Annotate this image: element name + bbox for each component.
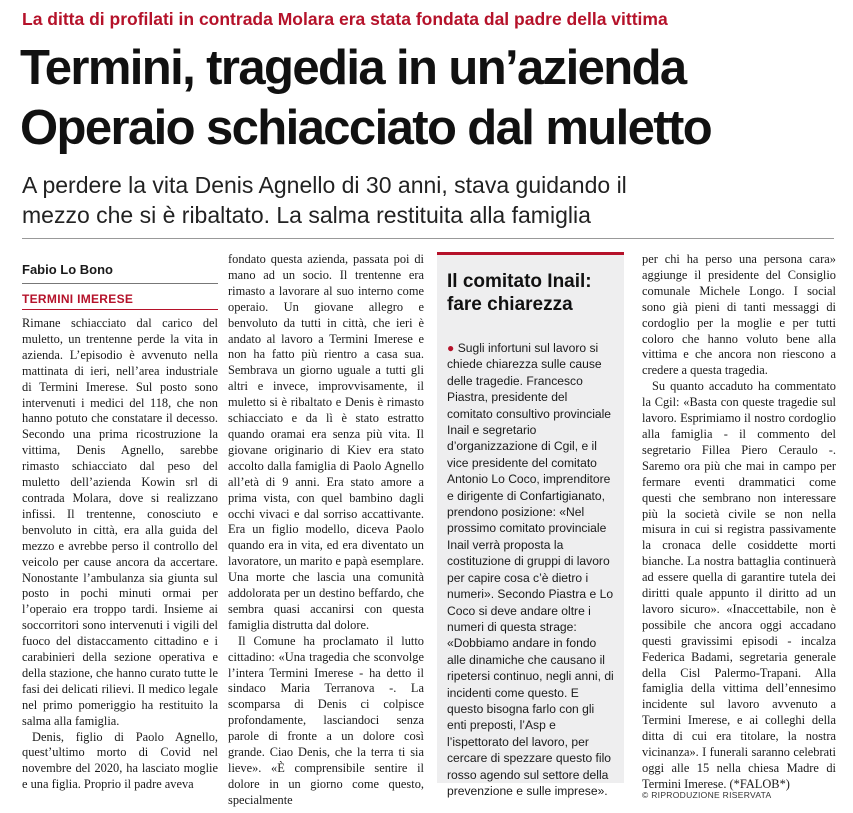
article-column-4 <box>642 252 836 793</box>
sidebar-text: Sugli infortuni sul lavoro si chiede chiarezza sulle cause delle tragedie. Francesco Piastra, presidente del comitato consultivo provinciale Inail e segretario d’organizzazione di Cgil, e il vice presidente del comitato Antonio Lo Coco, imprenditore e dirigente di Confartigianato, prendono posizione: «Nel prossimo comitato provinciale Inail verrà proposta la costituzione di gruppi di lavoro per capire cosa c’è dietro i numeri». Secondo Piastra e Lo Coco si deve andare oltre i numeri di questa strage: «Dobbiamo andare in fondo alle dinamiche che causano il ripetersi continuo, negli anni, di incidenti come questo. E questo bisogna farlo con gli enti preposti, l’Asp e l’ispettorato del lavoro, per cercare di spezzare questo filo rosso agendo sul settore della prevenzione e sulle imprese». <box>447 341 614 798</box>
sidebar-body <box>447 340 615 799</box>
headline <box>20 38 840 158</box>
headline-line-2: Operaio schiacciato dal muletto <box>20 101 712 155</box>
dateline-divider <box>22 309 218 310</box>
subheadline-line-2: mezzo che si è ribaltato. La salma restituita alla famiglia <box>22 202 591 228</box>
sidebar-title: Il comitato Inail: fare chiarezza <box>447 271 592 315</box>
bullet-icon: ● <box>447 341 455 355</box>
article-paragraph-1: Rimane schiacciato dal carico del muletto, un trentenne perde la vita in azienda. L’episodio è avvenuto nella mattinata di ieri, nell’area industriale di Termini Imerese. Sul posto sono intervenuti i medici del 118, che non hanno potuto che constatare il decesso. Secondo una prima ricostruzione la vittima, Denis Agnello, sarebbe rimasto schiacciato dal peso del muletto dell’azienda Kowin srl di contrada Molara, dove si realizzano infissi. Il trentenne, conosciuto e benvoluto in città, era alla guida del mezzo e avrebbe perso il controllo del veicolo per cause ancora da accertare. Nonostante l’ambulanza sia giunta sul posto in pochi minuti ormai per l’operaio era troppo tardi. Insieme ai soccorritori sono intervenuti i vigili del fuoco del distaccamento cittadino e i carabinieri della sezione operativa e della stazione, che hanno curato tutte le fasi dei delicati rilievi. Il medico legale nel primo pomeriggio ha restituito la salma alla famiglia. <box>22 316 218 728</box>
header-divider <box>22 238 834 239</box>
copyright-notice: © RIPRODUZIONE RISERVATA <box>642 790 772 800</box>
byline-divider <box>22 283 218 284</box>
article-column-1 <box>22 316 218 793</box>
kicker: La ditta di profilati in contrada Molara era stata fondata dal padre della vittima <box>22 9 668 29</box>
dateline-place: TERMINI IMERESE <box>22 292 134 306</box>
article-paragraph-3-start: Il Comune ha proclamato il lutto cittadino: «Una tragedia che sconvolge l’intera Termini Imerese - ha detto il sindaco Maria Terranova -. La scomparsa di Denis ci colpisce profondamente, lasciandoci senza parole di fronte a un dolore così grande. Ciao Denis, che la terra ti sia lieve». «È comprensibile sentire il dolore in un giorno come questo, specialmente <box>228 633 424 807</box>
byline: Fabio Lo Bono <box>22 262 113 277</box>
article-paragraph-3-cont: per chi ha perso una persona cara» aggiunge il presidente del Consiglio comunale Michele Longo. I social sono già pieni di tanti messaggi di cordoglio per la moglie e per tutti coloro che hanno voluto bene alla vittima e che ancora non riescono a credere a questa tragedia. <box>642 252 836 378</box>
article-paragraph-4: Su quanto accaduto ha commentato la Cgil: «Basta con queste tragedie sul lavoro. Esprimiamo il nostro cordoglio alla famiglia - il commento del segretario Fillea Piero Ceraulo -. Saremo ora più che mai in campo per fermare eventi drammatici come questi che sembrano non interessare più la società civile se non nella misura in cui si registra passivamente la cronaca delle cosiddette morti bianche. La nostra battaglia continuerà ad essere quella di garantire tutela dei diritti quale appunto il diritto ad un lavoro sicuro». «Inaccettabile, non è possibile che ancora oggi accadano questi gravissimi episodi - incalza Federica Badami, segretaria generale della Cisl Palermo-Trapani. Alla famiglia della vittima dell’ennesimo incidente sul lavoro avvenuto a Termini Imerese, e ai colleghi della ditta di cui era titolare, la nostra vicinanza». I funerali saranno celebrati oggi alle 15 nella chiesa Madre di Termini Imerese. (*FALOB*) <box>642 379 836 791</box>
subheadline <box>22 170 832 230</box>
article-column-2 <box>228 252 424 809</box>
subheadline-line-1: A perdere la vita Denis Agnello di 30 anni, stava guidando il <box>22 172 627 198</box>
article-paragraph-2-start: Denis, figlio di Paolo Agnello, quest’ultimo morto di Covid nel novembre del 2020, ha lasciato moglie e una figlia. Proprio il padre aveva <box>22 729 218 792</box>
article-paragraph-2-cont: fondato questa azienda, passata poi di mano ad un socio. Il trentenne era rimasto a lavorare al suo interno come operaio. Un giovane allegro e benvoluto da tutti in città, che ieri è andato al lavoro a Termini Imerese e non ha fatto più rientro a casa sua. Sembrava un giorno uguale a tutti gli altri e invece, improvvisamente, il muletto si è ribaltato e Denis è rimasto schiacciato e da lì è stato estratto quando oramai era senza più vita. Il giovane originario di Kiev era stato accolto dalla famiglia di Paolo Agnello all’età di 9 anni. Era stato amore a prima vista, con quel bambino dagli occhi vivaci e dal sorriso accattivante. Era un figlio modello, diceva Paolo quando era in vita, ed era diventato un lavoratore, un marito e papà esemplare. Una morte che lascia una comunità addolorata per un destino beffardo, che sembra quasi accanirsi con questa famiglia distrutta dal dolore. <box>228 252 424 632</box>
headline-line-1: Termini, tragedia in un’azienda <box>20 41 686 95</box>
